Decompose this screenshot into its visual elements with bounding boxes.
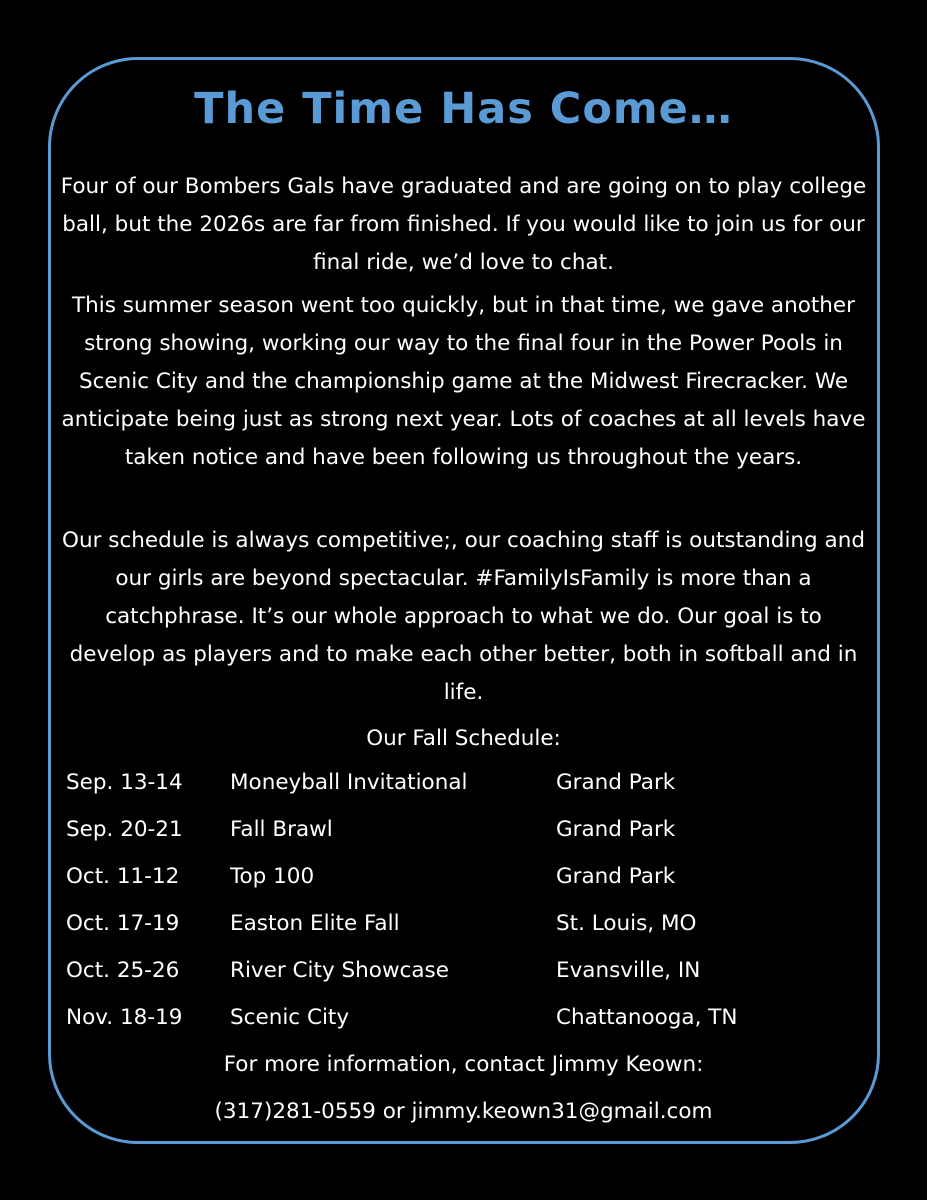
schedule-row: [66, 908, 866, 955]
schedule-date: Sep. 20-21: [66, 817, 183, 842]
schedule-event: Scenic City: [230, 1005, 350, 1030]
schedule-date: Oct. 11-12: [66, 864, 180, 889]
schedule-location: St. Louis, MO: [556, 911, 697, 936]
approach-paragraph: Our schedule is always competitive;, our coaching staff is outstanding and our girls are beyond spectacular. #FamilyIsFamily is more than a catchphrase. It’s our whole approach to what we do. Our goal is to develop as players and to make each other better, both in softball and in life.: [62, 528, 865, 705]
intro-paragraph: Four of our Bombers Gals have graduated and are going on to play college ball, but the 2026s are far from finished. If you would like to join us for our final ride, we’d love to chat.: [60, 174, 867, 275]
schedule-date: Sep. 13-14: [66, 770, 183, 795]
page-title: The Time Has Come…: [194, 84, 733, 134]
schedule-location: Grand Park: [556, 817, 676, 842]
schedule-event: Top 100: [230, 864, 315, 889]
contact-line: For more information, contact Jimmy Keown:: [223, 1052, 704, 1077]
schedule-location: Grand Park: [556, 864, 676, 889]
schedule-location: Chattanooga, TN: [556, 1005, 738, 1030]
schedule-row: [66, 1002, 866, 1049]
schedule-event: Easton Elite Fall: [230, 911, 400, 936]
schedule-event: Moneyball Invitational: [230, 770, 468, 795]
schedule-heading: Our Fall Schedule:: [366, 726, 561, 751]
schedule-row: [66, 767, 866, 814]
schedule-date: Oct. 25-26: [66, 958, 180, 983]
schedule-location: Evansville, IN: [556, 958, 701, 983]
schedule-date: Nov. 18-19: [66, 1005, 183, 1030]
schedule-event: River City Showcase: [230, 958, 449, 983]
schedule-event: Fall Brawl: [230, 817, 333, 842]
schedule-row: [66, 955, 866, 1002]
schedule-table: [66, 767, 866, 1049]
schedule-row: [66, 814, 866, 861]
schedule-row: [66, 861, 866, 908]
schedule-date: Oct. 17-19: [66, 911, 180, 936]
contact-details: (317)281-0559 or jimmy.keown31@gmail.com: [214, 1099, 713, 1124]
season-paragraph: This summer season went too quickly, but in that time, we gave another strong showing, working our way to the final four in the Power Pools in Scenic City and the championship game at the Midwest Firecracker. We anticipate being just as strong next year. Lots of coaches at all levels have taken notice and have been following us throughout the years.: [61, 293, 866, 470]
schedule-location: Grand Park: [556, 770, 676, 795]
